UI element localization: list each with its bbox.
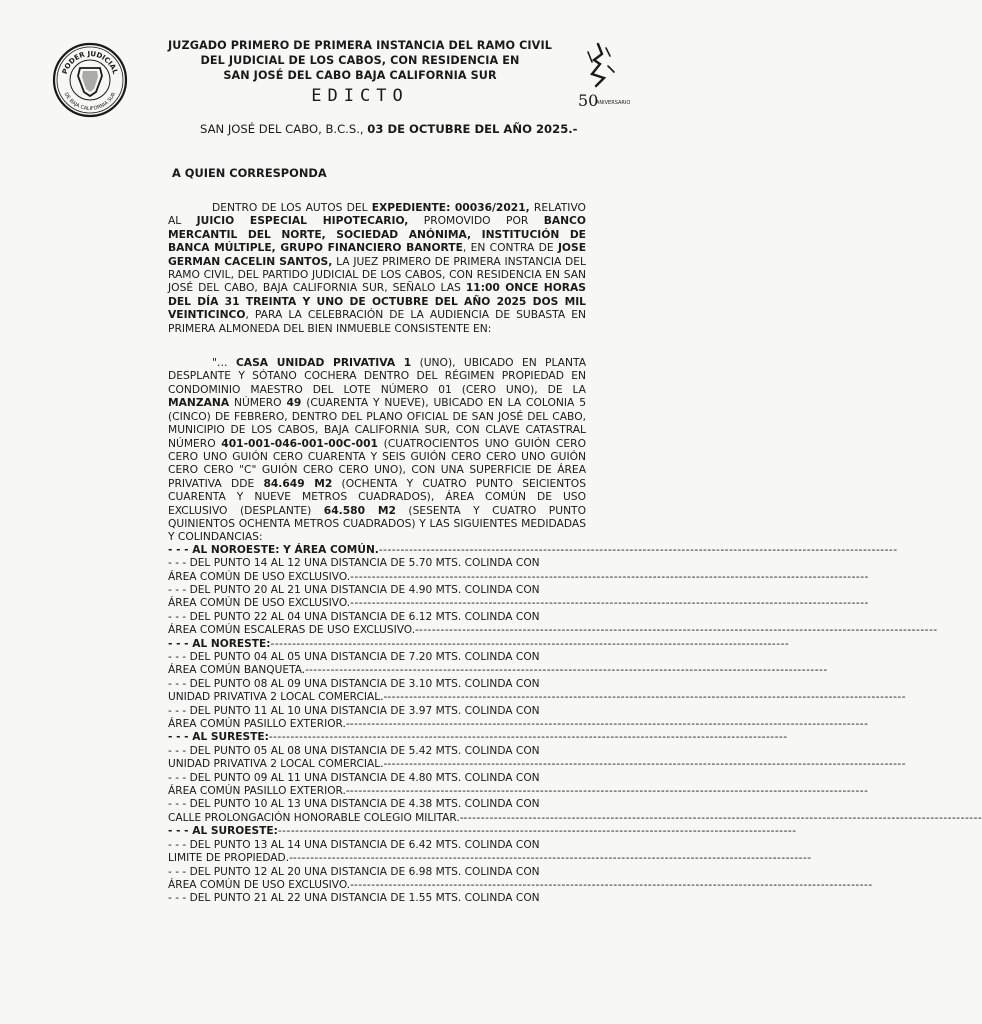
boundary-text: UNIDAD PRIVATIVA 2 LOCAL COMERCIAL.- — [168, 691, 388, 704]
dash-leader: ------------------------------------------------------------------------------------------------------------------------ — [387, 691, 907, 704]
bold-run: 49 — [286, 396, 302, 410]
text-run: NÚMERO — [229, 396, 287, 410]
addressee: A QUIEN CORRESPONDA — [172, 166, 327, 180]
boundary-line — [168, 866, 586, 879]
dateline — [200, 122, 600, 136]
bold-run: MANZANA — [168, 396, 230, 410]
text-run: (SESENTA Y CUATRO PUNTO QUINIENTOS OCHENTA METROS CUADRADOS) Y LAS SIGUIENTES MEDIDADAS Y COLINDANCIAS: — [168, 503, 587, 544]
boundary-text: - - - DEL PUNTO 12 AL 20 UNA DISTANCIA DE 6.98 MTS. COLINDA CON — [168, 865, 540, 878]
court-header — [150, 38, 570, 83]
text-run: (OCHENTA Y CUATRO PUNTO SEICIENTOS CUARENTA Y NUEVE METROS CUADRADOS), ÁREA COMÚN DE USO EXCLUSIVO (DESPLANTE) — [168, 476, 586, 517]
bold-run: BANCO MERCANTIL DEL NORTE, SOCIEDAD ANÓNIMA, INSTITUCIÓN DE BANCA MÚLTIPLE, GRUPO FINANCIERO BANORTE — [168, 214, 586, 255]
text-run: (CUATROCIENTOS UNO GUIÓN CERO CERO UNO GUIÓN CERO CUARENTA Y SEIS GUIÓN CERO CERO UNO GUIÓN CERO CERO "C" GUIÓN CERO CERO UNO), CON UNA SUPERFICIE DE ÁREA PRIVATIVA DDE — [168, 436, 586, 490]
boundary-text: ÁREA COMÚN PASILLO EXTERIOR.- — [168, 718, 350, 731]
text-run: LA JUEZ PRIMERO DE PRIMERA INSTANCIA DEL RAMO CIVIL, DEL PARTIDO JUDICIAL DE LOS CABOS, CON RESIDENCIA EN SAN JOSÉ DEL CABO, BAJA CALIFORNIA SUR, SEÑALO LAS — [168, 254, 586, 295]
anniversary-logo-icon — [576, 40, 631, 120]
boundary-text: - - - DEL PUNTO 11 AL 10 UNA DISTANCIA DE 3.97 MTS. COLINDA CON — [168, 704, 540, 717]
boundary-text: ÁREA COMÚN DE USO EXCLUSIVO.- — [168, 878, 354, 891]
boundary-line — [168, 772, 586, 785]
boundary-text: - - - AL SUROESTE: — [168, 825, 278, 838]
bold-run: 11:00 ONCE HORAS DEL DÍA 31 TREINTA Y UNO DE OCTUBRE DEL AÑO 2025 DOS MIL VEINTICINCO — [168, 281, 586, 322]
boundary-line — [168, 718, 869, 731]
dash-leader: ------------------------------------------------------------------------------------------------------------------------ — [350, 570, 869, 583]
boundary-line — [168, 878, 873, 892]
bold-run: JUICIO ESPECIAL HIPOTECARIO, — [196, 214, 409, 228]
seal-bottom-text: DE BAJA CALIFORNIA SUR — [62, 91, 118, 113]
text-run: RELATIVO AL — [168, 201, 586, 228]
boundary-line — [168, 651, 586, 664]
boundary-text: - - - DEL PUNTO 10 AL 13 UNA DISTANCIA DE 4.38 MTS. COLINDA CON — [168, 798, 540, 811]
boundary-line — [168, 745, 586, 758]
boundaries-list — [168, 543, 982, 906]
bold-run: 84.649 M2 — [263, 476, 333, 490]
boundary-text: - - - AL SURESTE: — [168, 731, 269, 744]
boundary-line — [168, 892, 586, 905]
text-run: "… — [212, 356, 236, 370]
text-run: (CUARENTA Y NUEVE), UBICADO EN LA COLONIA 5 (CINCO) DE FEBRERO, DENTRO DEL PLANO OFICIAL DE SAN JOSÉ DEL CABO, MUNICIPIO DE LOS CABOS, BAJA CALIFORNIA SUR, CON CLAVE CATASTRAL NÚMERO — [168, 396, 586, 450]
dash-leader: ------------------------------------------------------------------------------------------------------------------------ — [277, 825, 797, 838]
boundary-text: - - - DEL PUNTO 14 AL 12 UNA DISTANCIA DE 5.70 MTS. COLINDA CON — [168, 557, 540, 570]
dash-leader: ------------------------------------------------------------------------------------------------------------------------ — [353, 878, 873, 891]
boundary-text: ÁREA COMÚN DE USO EXCLUSIVO. — [168, 570, 351, 583]
boundary-heading — [168, 825, 797, 838]
svg-text:DE BAJA CALIFORNIA SUR — [63, 91, 118, 112]
boundary-text: - - - DEL PUNTO 05 AL 08 UNA DISTANCIA DE 5.42 MTS. COLINDA CON — [168, 744, 540, 757]
boundary-line — [168, 624, 938, 637]
dash-leader: ------------------------------------------------------------------------------------------------------------------------ — [418, 624, 938, 637]
seal-top-text: PODER JUDICIAL — [60, 49, 120, 76]
logo-caption: ANIVERSARIO — [596, 100, 631, 106]
boundary-text: - - - DEL PUNTO 13 AL 14 UNA DISTANCIA DE 6.42 MTS. COLINDA CON — [168, 838, 540, 851]
boundary-text: - - - DEL PUNTO 08 AL 09 UNA DISTANCIA DE 3.10 MTS. COLINDA CON — [168, 677, 540, 690]
boundary-line — [168, 811, 982, 825]
dash-leader: ------------------------------------------------------------------------------------------------------------------------ — [387, 758, 907, 771]
dash-leader: ------------------------------------------------------------------------------------------------------------------------ — [270, 637, 790, 650]
boundary-text: ÁREA COMÚN BANQUETA.- — [168, 664, 309, 677]
boundary-line — [168, 557, 586, 570]
text-run: , EN CONTRA DE — [462, 241, 558, 255]
boundary-text: ÁREA COMÚN DE USO EXCLUSIVO. — [168, 597, 351, 610]
boundary-text: ÁREA COMÚN ESCALERAS DE USO EXCLUSIVO.- — [168, 624, 419, 637]
boundary-line — [168, 839, 586, 852]
document-title: EDICTO — [311, 86, 409, 106]
text-run: PROMOVIDO POR — [408, 214, 544, 228]
boundary-line — [168, 597, 869, 610]
header-line-1: JUZGADO PRIMERO DE PRIMERA INSTANCIA DEL RAMO CIVIL — [168, 39, 552, 52]
boundary-line — [168, 798, 586, 811]
boundary-text: - - - AL NOROESTE: Y ÁREA COMÚN. — [168, 543, 379, 556]
boundary-line — [168, 664, 828, 677]
bold-run: JOSE GERMAN CACELIN SANTOS, — [168, 241, 586, 268]
boundary-line — [168, 678, 586, 691]
header-line-2: DEL JUDICIAL DE LOS CABOS, CON RESIDENCIA EN — [200, 54, 520, 67]
dash-leader: ------------------------------------------------------------------------------------------------------------------------ — [349, 785, 869, 798]
boundary-text: UNIDAD PRIVATIVA 2 LOCAL COMERCIAL.- — [168, 758, 388, 771]
boundary-text: LIMITE DE PROPIEDAD.- — [168, 852, 293, 865]
paragraph-property-description — [168, 356, 586, 544]
dateline-place: SAN JOSÉ DEL CABO, B.C.S., — [200, 122, 368, 136]
logo-number: 50 — [578, 91, 599, 110]
boundary-heading — [168, 543, 898, 557]
dash-leader: ------------------------------------------------------------------------------------------------------------------------ — [350, 597, 869, 610]
dash-leader: ------------------------------------------------------------------------------------------------------------------------ — [349, 718, 869, 731]
boundary-line — [168, 570, 869, 584]
boundary-text: - - - DEL PUNTO 20 AL 21 UNA DISTANCIA DE 4.90 MTS. COLINDA CON — [168, 583, 540, 596]
boundary-line — [168, 611, 586, 624]
boundary-line — [168, 705, 586, 718]
paragraph-proceedings — [168, 201, 586, 335]
document-body — [168, 201, 982, 906]
boundary-line — [168, 785, 869, 798]
boundary-line — [168, 758, 907, 771]
boundary-text: - - - DEL PUNTO 04 AL 05 UNA DISTANCIA DE 7.20 MTS. COLINDA CON — [168, 651, 540, 663]
dash-leader: ------------------------------------------------------------------------------------------------------------------------ — [292, 852, 812, 865]
boundary-heading — [168, 731, 788, 744]
text-run: , PARA LA CELEBRACIÓN DE LA AUDIENCIA DE SUBASTA EN PRIMERA ALMONEDA DEL BIEN INMUEBLE CONSISTENTE EN: — [168, 308, 586, 335]
bold-run: 64.580 M2 — [323, 503, 396, 517]
boundary-heading — [168, 637, 790, 651]
boundary-text: - - - DEL PUNTO 21 AL 22 UNA DISTANCIA DE 1.55 MTS. COLINDA CON — [168, 892, 540, 905]
boundary-text: - - - DEL PUNTO 09 AL 11 UNA DISTANCIA DE 4.80 MTS. COLINDA CON — [168, 771, 540, 784]
dash-leader: ------------------------------------------------------------------------------------------------------------------------ — [308, 664, 828, 677]
boundary-line — [168, 691, 907, 704]
dash-leader: ------------------------------------------------------------------------------------------------------------------------ — [463, 811, 982, 824]
boundary-line — [168, 852, 812, 865]
boundary-text: - - - DEL PUNTO 22 AL 04 UNA DISTANCIA DE 6.12 MTS. COLINDA CON — [168, 610, 540, 623]
boundary-text: CALLE PROLONGACIÓN HONORABLE COLEGIO MILITAR.- — [168, 811, 464, 824]
bold-run: EXPEDIENTE: 00036/2021, — [371, 201, 530, 214]
boundary-line — [168, 584, 586, 597]
dash-leader: ------------------------------------------------------------------------------------------------------------------------ — [378, 543, 898, 556]
header-line-3: SAN JOSÉ DEL CABO BAJA CALIFORNIA SUR — [223, 69, 497, 82]
text-run: (UNO), UBICADO EN PLANTA DESPLANTE Y SÓTANO COCHERA DENTRO DEL RÉGIMEN PROPIEDAD EN CONDOMINIO MAESTRO DEL LOTE NÚMERO 01 (CERO UNO), DE LA — [168, 356, 586, 396]
bold-run: CASA UNIDAD PRIVATIVA 1 — [235, 356, 412, 370]
dateline-date: 03 DE OCTUBRE DEL AÑO 2025.- — [367, 122, 578, 136]
dash-leader: ------------------------------------------------------------------------------------------------------------------------ — [268, 731, 788, 744]
boundary-text: ÁREA COMÚN PASILLO EXTERIOR.- — [168, 785, 350, 798]
court-seal-icon — [52, 42, 128, 118]
bold-run: 401-001-046-001-00C-001 — [221, 436, 378, 450]
boundary-text: - - - AL NORESTE: — [168, 637, 271, 650]
text-run: DENTRO DE LOS AUTOS DEL — [212, 201, 372, 214]
